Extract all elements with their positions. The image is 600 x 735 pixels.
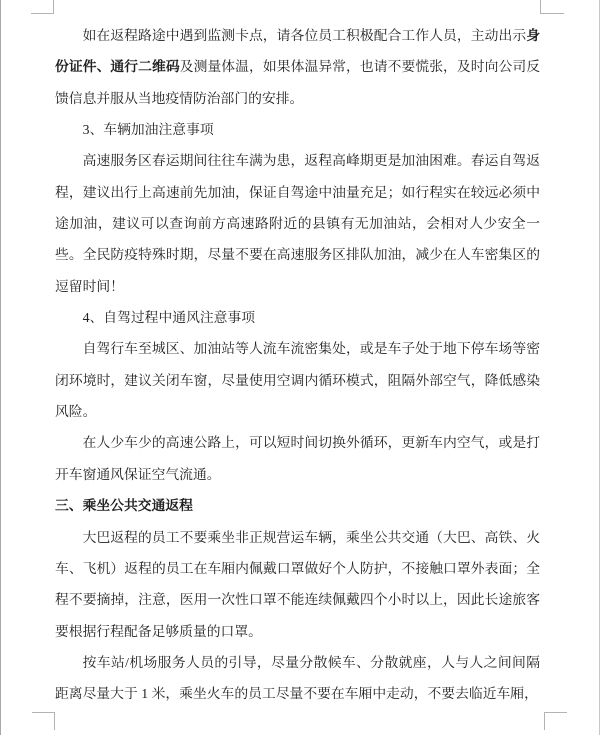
text-segment: 大巴返程的员工不要乘坐非正规营运车辆，乘坐公共交通（大巴、高铁、火车、飞机）返程的员工在车厢内佩戴口罩做好个人防护，不接触口罩外表面；全程不要摘掉，注意，医用一次性口罩不能连续佩戴四个小时以上，因此长途旅客要根据行程配备足够质量的口罩。 [55, 529, 540, 639]
text-segment: 如在返程路途中遇到监测卡点，请各位员工积极配合工作人员，主动出示 [82, 28, 527, 43]
crop-mark-top-left [31, 0, 54, 14]
numbered-subheading[interactable] [55, 114, 540, 145]
body-paragraph[interactable] [55, 647, 540, 710]
text-segment: 高速服务区春运期间往往车满为患，返程高峰期更是加油困难。春运自驾返程，建议出行上高速前先加油，保证自驾途中油量充足；如行程实在较远必须中途加油，建议可以查询前方高速路附近的县镇有无加油站，会相对人少安全一些。全民防疫特殊时期，尽量不要在高速服务区排队加油，减少在人车密集区的逗留时间！ [55, 153, 540, 294]
crop-mark-bottom-right [544, 712, 567, 730]
crop-mark-bottom-left [32, 712, 55, 730]
text-segment: 4、自驾过程中通风注意事项 [82, 310, 256, 326]
crop-mark-top-right [540, 0, 564, 14]
text-segment: 及测量体温，如果体温异常，也请不要慌张，及时向公司反馈信息并服从当地疫情防治部门的安排。 [55, 59, 541, 106]
body-paragraph[interactable] [55, 145, 540, 302]
text-segment: 在人少车少的高速公路上，可以短时间切换外循环，更新车内空气，或是打开车窗通风保证空气流通。 [55, 435, 540, 482]
bold-text-segment: 身份证件、通行二维码 [55, 28, 540, 75]
body-paragraph[interactable] [55, 522, 540, 647]
text-segment: 自驾行车至城区、加油站等人流车流密集处，或是车子处于地下停车场等密闭环境时，建议关闭车窗，尽量使用空调内循环模式，阻隔外部空气，降低感染风险。 [55, 341, 540, 420]
section-heading[interactable] [55, 490, 540, 521]
body-paragraph[interactable] [55, 20, 540, 114]
text-segment: 按车站/机场服务人员的引导，尽量分散候车、分散就座，人与人之间间隔距离尽量大于 1 米，乘坐火车的员工尽量不要在车厢中走动，不要去临近车厢， [55, 654, 540, 702]
body-paragraph[interactable] [55, 333, 540, 427]
page-left-edge [0, 0, 1, 735]
bold-text-segment: 三、乘坐公共交通返程 [55, 498, 193, 514]
document-text-area[interactable] [55, 14, 540, 710]
text-segment: 3、车辆加油注意事项 [82, 122, 214, 138]
numbered-subheading[interactable] [55, 302, 540, 333]
body-paragraph[interactable] [55, 427, 540, 490]
